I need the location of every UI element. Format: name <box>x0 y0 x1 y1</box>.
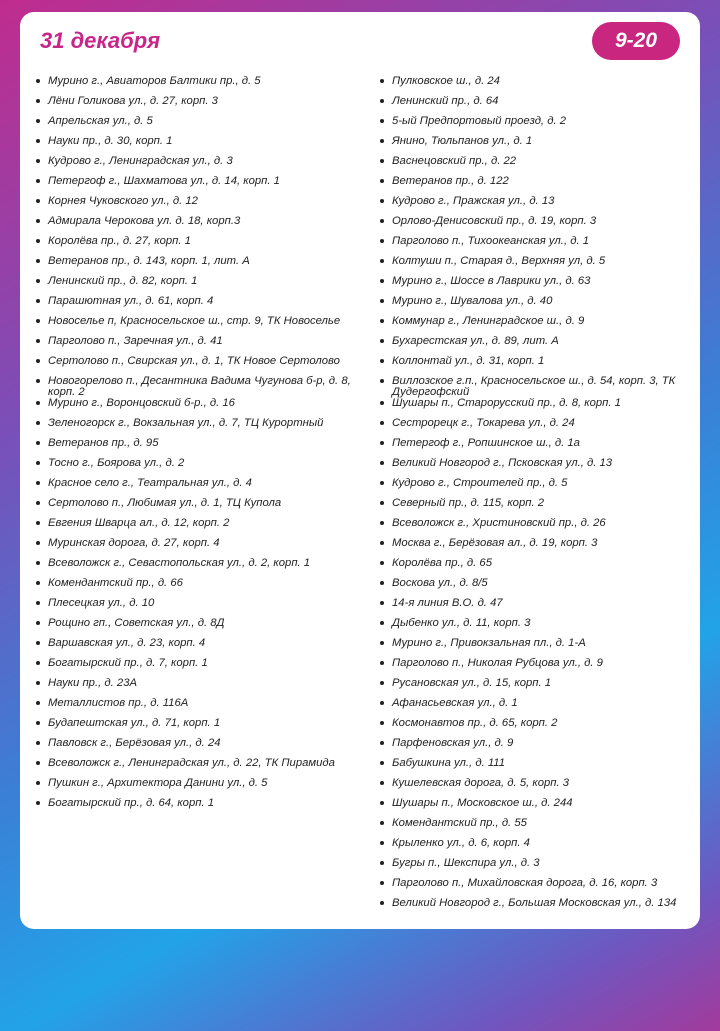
address-item: Адмирала Черокова ул. д. 18, корп.3 <box>36 216 376 236</box>
address-item: Парголово п., Михайловская дорога, д. 16, корп. 3 <box>380 878 696 898</box>
address-item: Пушкин г., Архитектора Данини ул., д. 5 <box>36 778 376 798</box>
address-item: Науки пр., д. 23А <box>36 678 376 698</box>
address-item: Коллонтай ул., д. 31, корп. 1 <box>380 356 696 376</box>
address-item: Кудрово г., Ленинградская ул., д. 3 <box>36 156 376 176</box>
address-item: Кушелевская дорога, д. 5, корп. 3 <box>380 778 696 798</box>
address-item: Колтуши п., Старая д., Верхняя ул, д. 5 <box>380 256 696 276</box>
address-item: Бабушкина ул., д. 111 <box>380 758 696 778</box>
address-item: Петергоф г., Ропшинское ш., д. 1а <box>380 438 696 458</box>
address-item: Апрельская ул., д. 5 <box>36 116 376 136</box>
address-item: Великий Новгород г., Большая Московская ул., д. 134 <box>380 898 696 918</box>
address-item: Мурино г., Шоссе в Лаврики ул., д. 63 <box>380 276 696 296</box>
address-item: Ветеранов пр., д. 95 <box>36 438 376 458</box>
address-item: Сертолово п., Любимая ул., д. 1, ТЦ Купола <box>36 498 376 518</box>
address-item: Мурино г., Воронцовский б-р., д. 16 <box>36 398 376 418</box>
address-list-right <box>380 76 696 918</box>
address-item: Северный пр., д. 115, корп. 2 <box>380 498 696 518</box>
address-item: Васнецовский пр., д. 22 <box>380 156 696 176</box>
address-item: Сертолово п., Свирская ул., д. 1, ТК Новое Сертолово <box>36 356 376 376</box>
address-item: 14-я линия В.О. д. 47 <box>380 598 696 618</box>
address-item: Новоселье п, Красносельское ш., стр. 9, ТК Новоселье <box>36 316 376 336</box>
address-item: 5-ый Предпортовый проезд, д. 2 <box>380 116 696 136</box>
address-item: Кудрово г., Строителей пр., д. 5 <box>380 478 696 498</box>
address-item: Всеволожск г., Христиновский пр., д. 26 <box>380 518 696 538</box>
schedule-card <box>20 12 700 929</box>
address-item: Богатырский пр., д. 7, корп. 1 <box>36 658 376 678</box>
address-item: Парфеновская ул., д. 9 <box>380 738 696 758</box>
address-item: Ленинский пр., д. 64 <box>380 96 696 116</box>
address-item: Парголово п., Николая Рубцова ул., д. 9 <box>380 658 696 678</box>
address-item: Богатырский пр., д. 64, корп. 1 <box>36 798 376 818</box>
address-item: Пулковское ш., д. 24 <box>380 76 696 96</box>
address-item: Мурино г., Авиаторов Балтики пр., д. 5 <box>36 76 376 96</box>
address-item: Всеволожск г., Севастопольская ул., д. 2, корп. 1 <box>36 558 376 578</box>
address-item: Сестрорецк г., Токарева ул., д. 24 <box>380 418 696 438</box>
address-item: Бухарестская ул., д. 89, лит. А <box>380 336 696 356</box>
address-item: Бугры п., Шекспира ул., д. 3 <box>380 858 696 878</box>
address-item: Королёва пр., д. 65 <box>380 558 696 578</box>
address-item: Ветеранов пр., д. 122 <box>380 176 696 196</box>
address-item: Королёва пр., д. 27, корп. 1 <box>36 236 376 256</box>
address-item: Рощино гп., Советская ул., д. 8Д <box>36 618 376 638</box>
address-list-left <box>36 76 376 818</box>
address-item: Всеволожск г., Ленинградская ул., д. 22, ТК Пирамида <box>36 758 376 778</box>
address-item: Варшавская ул., д. 23, корп. 4 <box>36 638 376 658</box>
address-item: Комендантский пр., д. 66 <box>36 578 376 598</box>
address-item: Плесецкая ул., д. 10 <box>36 598 376 618</box>
address-item: Красное село г., Театральная ул., д. 4 <box>36 478 376 498</box>
address-item: Дыбенко ул., д. 11, корп. 3 <box>380 618 696 638</box>
address-item: Евгения Шварца ал., д. 12, корп. 2 <box>36 518 376 538</box>
address-item: Парголово п., Тихоокеанская ул., д. 1 <box>380 236 696 256</box>
address-item: Зеленогорск г., Вокзальная ул., д. 7, ТЦ Курортный <box>36 418 376 438</box>
address-item: Павловск г., Берёзовая ул., д. 24 <box>36 738 376 758</box>
address-item: Петергоф г., Шахматова ул., д. 14, корп. 1 <box>36 176 376 196</box>
address-item: Янино, Тюльпанов ул., д. 1 <box>380 136 696 156</box>
address-item: Мурино г., Привокзальная пл., д. 1-А <box>380 638 696 658</box>
address-item: Крыленко ул., д. 6, корп. 4 <box>380 838 696 858</box>
date-heading: 31 декабря <box>40 28 161 53</box>
address-item: Шушары п., Московское ш., д. 244 <box>380 798 696 818</box>
address-item: Тосно г., Боярова ул., д. 2 <box>36 458 376 478</box>
address-item: Кудрово г., Пражская ул., д. 13 <box>380 196 696 216</box>
address-item: Шушары п., Старорусский пр., д. 8, корп. 1 <box>380 398 696 418</box>
address-item: Муринская дорога, д. 27, корп. 4 <box>36 538 376 558</box>
address-item: Лёни Голикова ул., д. 27, корп. 3 <box>36 96 376 116</box>
address-item: Парашютная ул., д. 61, корп. 4 <box>36 296 376 316</box>
address-item: Виллозское г.п., Красносельское ш., д. 54, корп. 3, ТК Дудергофский <box>380 376 696 398</box>
address-item: Ленинский пр., д. 82, корп. 1 <box>36 276 376 296</box>
address-item: Великий Новгород г., Псковская ул., д. 13 <box>380 458 696 478</box>
time-badge: 9-20 <box>592 22 680 60</box>
address-item: Науки пр., д. 30, корп. 1 <box>36 136 376 156</box>
address-item: Русановская ул., д. 15, корп. 1 <box>380 678 696 698</box>
address-item: Коммунар г., Ленинградское ш., д. 9 <box>380 316 696 336</box>
address-item: Ветеранов пр., д. 143, корп. 1, лит. А <box>36 256 376 276</box>
address-item: Парголово п., Заречная ул., д. 41 <box>36 336 376 356</box>
address-item: Москва г., Берёзовая ал., д. 19, корп. 3 <box>380 538 696 558</box>
address-item: Новогорелово п., Десантника Вадима Чугунова б-р, д. 8, корп. 2 <box>36 376 376 398</box>
address-item: Афанасьевская ул., д. 1 <box>380 698 696 718</box>
address-item: Орлово-Денисовский пр., д. 19, корп. 3 <box>380 216 696 236</box>
address-item: Металлистов пр., д. 116А <box>36 698 376 718</box>
address-item: Мурино г., Шувалова ул., д. 40 <box>380 296 696 316</box>
address-item: Будапештская ул., д. 71, корп. 1 <box>36 718 376 738</box>
address-item: Воскова ул., д. 8/5 <box>380 578 696 598</box>
address-item: Космонавтов пр., д. 65, корп. 2 <box>380 718 696 738</box>
address-item: Комендантский пр., д. 55 <box>380 818 696 838</box>
address-item: Корнея Чуковского ул., д. 12 <box>36 196 376 216</box>
